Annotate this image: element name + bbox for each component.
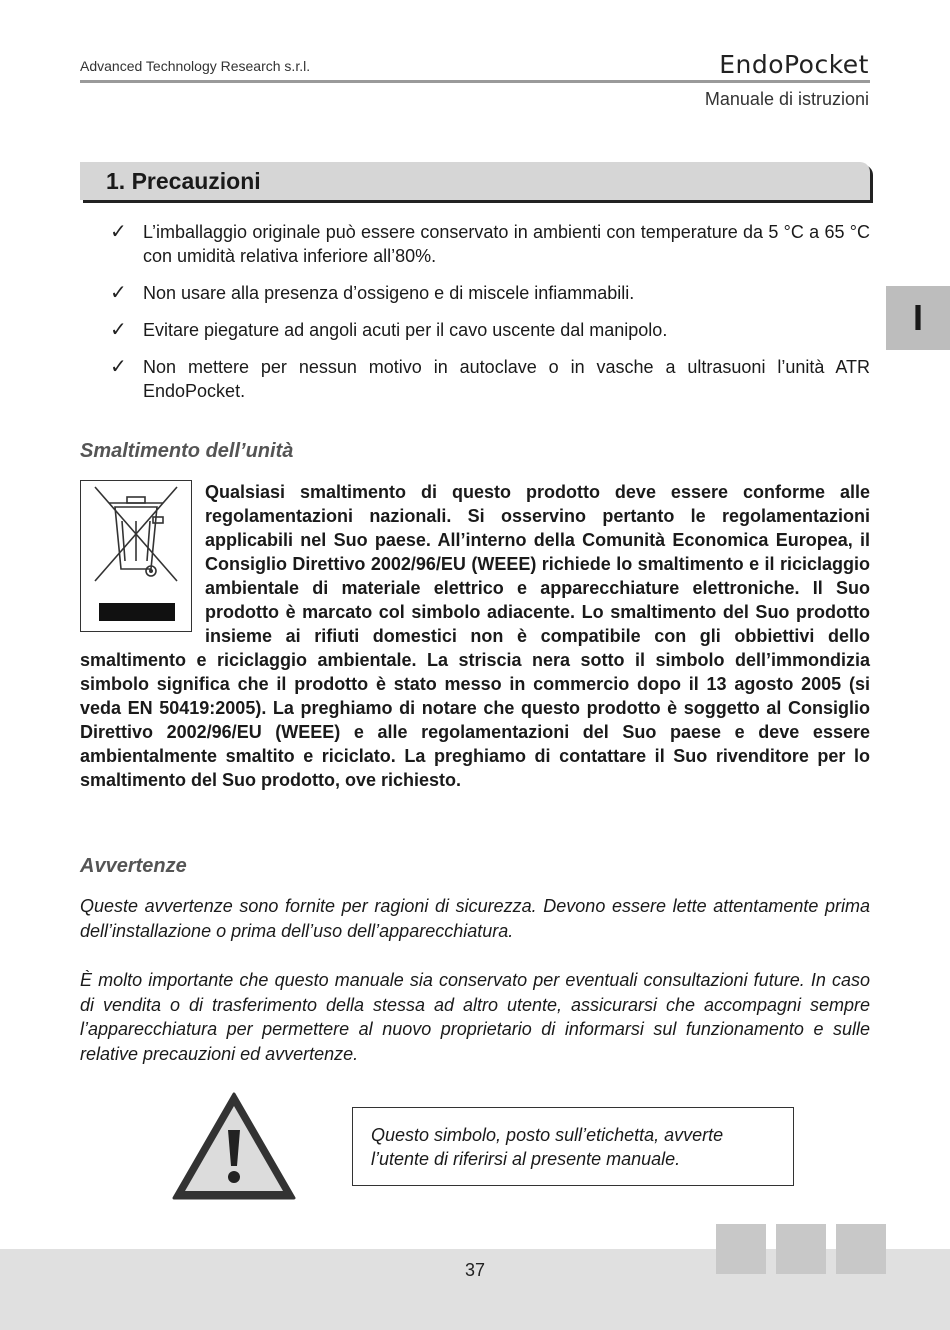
precaution-text: Evitare piegature ad angoli acuti per il cavo uscente dal manipolo. <box>143 320 668 340</box>
disposal-paragraph <box>80 480 870 792</box>
warnings-heading: Avvertenze <box>80 855 187 877</box>
symbol-note-box: Questo simbolo, posto sull’etichetta, avverte l’utente di riferirsi al presente manuale. <box>352 1107 794 1186</box>
precaution-text: Non mettere per nessun motivo in autoclave o in vasche a ultrasuoni l’unità ATR EndoPocket. <box>143 357 870 401</box>
language-tab: I <box>886 286 950 350</box>
disposal-heading: Smaltimento dell’unità <box>80 440 294 462</box>
precaution-text: Non usare alla presenza d’ossigeno e di miscele infiammabili. <box>143 283 635 303</box>
disposal-text: Qualsiasi smaltimento di questo prodotto deve essere conforme alle regolamentazioni nazionali. Si osservino pertanto le regolamentazioni applicabili nel Suo paese. All’interno della Comunità Economica Europea, il Consiglio Direttivo 2002/96/EU (WEEE) richiede lo smaltimento e il riciclaggio ambientale di materiale elettrico e apparecchiature elettroniche. Il Suo prodotto è marcato col simbolo adiacente. Lo smaltimento del Suo prodotto insieme ai rifiuti domestici non è compatibile con gli obbiettivi dello smaltimento e riciclaggio ambientale. La striscia nera sotto il simbolo dell’immondizia simbolo significa che il prodotto è stato messo in commercio dopo il 13 agosto 2005 (si veda EN 50419:2005). La preghiamo di notare che questo prodotto è soggetto al Consiglio Direttivo 2002/96/EU (WEEE) e alle regolamentazioni del Suo paese e deve essere ambientalmente smaltito e riciclato. La preghiamo di contattare il Suo rivenditore per lo smaltimento del Suo prodotto, ove richiesto. <box>80 482 870 790</box>
section-title: 1. Precauzioni <box>106 168 261 194</box>
warning-triangle-icon <box>170 1090 298 1202</box>
company-name: Advanced Technology Research s.r.l. <box>80 58 311 74</box>
check-mark-icon: ✓ <box>110 282 127 304</box>
warnings-paragraph-2: È molto importante che questo manuale sia conservato per eventuali consultazioni future. In caso di vendita o di trasferimento della stessa ad altro utente, assicurarsi che accompagni sempre l’apparecchiatura per permettere al nuovo proprietario di informarsi sul funzionamento e sulle relative precauzioni ed avvertenze. <box>80 970 870 1064</box>
brand-logo: EndoPocket <box>719 50 869 79</box>
list-item <box>110 281 870 305</box>
crossed-out-bin-icon <box>81 481 190 630</box>
page-number: 37 <box>464 1260 486 1280</box>
weee-symbol <box>80 480 192 632</box>
precautions-list <box>110 220 870 416</box>
precaution-text: L’imballaggio originale può essere conservato in ambienti con temperature da 5 °C a 65 °C con umidità relativa inferiore all’80%. <box>143 222 870 266</box>
check-mark-icon: ✓ <box>110 356 127 378</box>
list-item <box>110 318 870 342</box>
list-item <box>110 220 870 268</box>
warnings-paragraph-1: Queste avvertenze sono fornite per ragioni di sicurezza. Devono essere lette attentamente prima dell’installazione o prima dell’uso dell’apparecchiatura. <box>80 896 870 941</box>
header-divider <box>80 80 870 83</box>
manual-subtitle: Manuale di istruzioni <box>704 89 869 109</box>
check-mark-icon: ✓ <box>110 319 127 341</box>
list-item <box>110 355 870 403</box>
check-mark-icon: ✓ <box>110 221 127 243</box>
